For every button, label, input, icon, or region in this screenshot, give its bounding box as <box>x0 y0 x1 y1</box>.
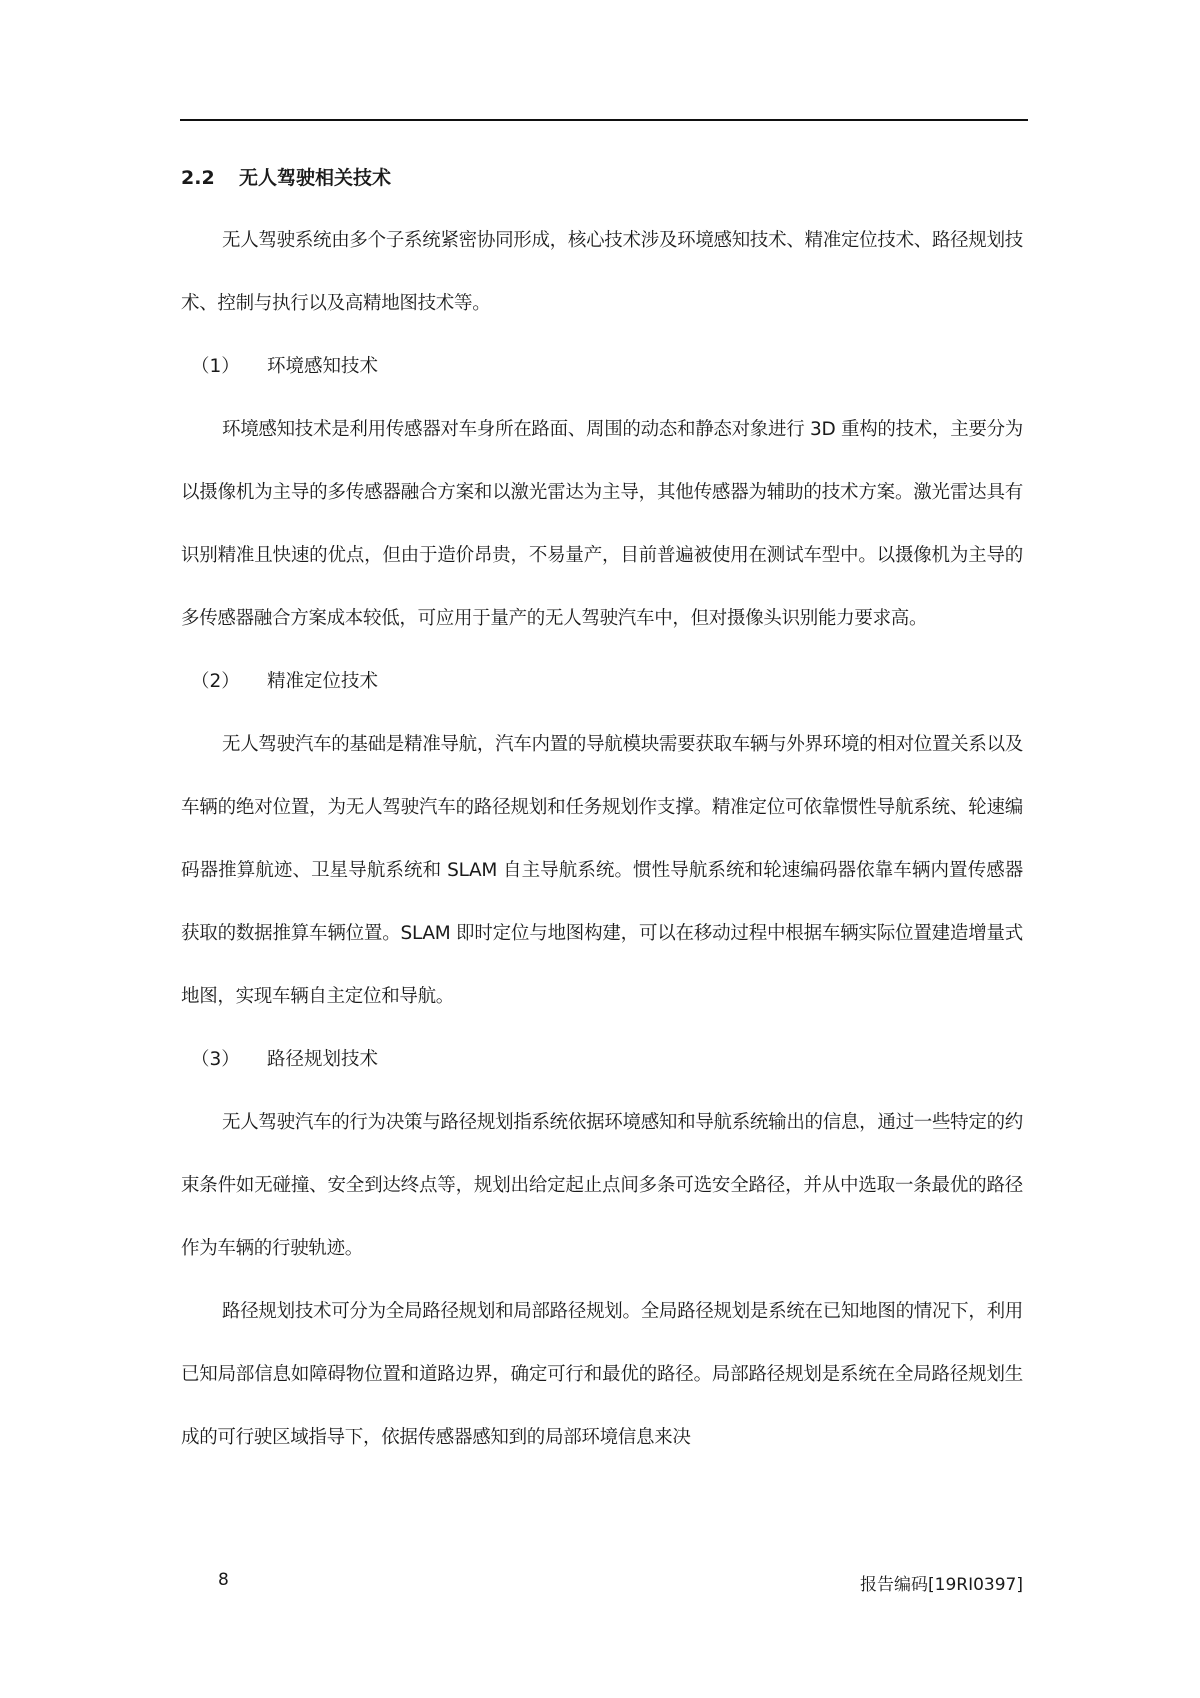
subsection-heading <box>181 650 1023 713</box>
document-body <box>181 150 1023 1469</box>
page-number: 8 <box>218 1570 229 1590</box>
section-title: 无人驾驶相关技术 <box>239 167 392 189</box>
report-code: 报告编码[19RI0397] <box>860 1575 1023 1595</box>
paragraph: 路径规划技术可分为全局路径规划和局部路径规划。全局路径规划是系统在已知地图的情况下，利用已知局部信息如障碍物位置和道路边界，确定可行和最优的路径。局部路径规划是系统在全局路径规划生成的可行驶区域指导下，依据传感器感知到的局部环境信息来决 <box>181 1301 1023 1448</box>
subsection-number: （2） <box>191 671 240 692</box>
paragraph: 环境感知技术是利用传感器对车身所在路面、周围的动态和静态对象进行 3D 重构的技术，主要分为以摄像机为主导的多传感器融合方案和以激光雷达为主导，其他传感器为辅助的技术方案。激光雷达具有识别精准且快速的优点，但由于造价昂贵，不易量产，目前普遍被使用在测试车型中。以摄像机为主导的多传感器融合方案成本较低，可应用于量产的无人驾驶汽车中，但对摄像头识别能力要求高。 <box>181 419 1023 629</box>
subsection-heading <box>181 335 1023 398</box>
paragraph: 无人驾驶汽车的基础是精准导航，汽车内置的导航模块需要获取车辆与外界环境的相对位置关系以及车辆的绝对位置，为无人驾驶汽车的路径规划和任务规划作支撑。精准定位可依靠惯性导航系统、轮速编码器推算航迹、卫星导航系统和 SLAM 自主导航系统。惯性导航系统和轮速编码器依靠车辆内置传感器获取的数据推算车辆位置。SLAM 即时定位与地图构建，可以在移动过程中根据车辆实际位置建造增量式地图，实现车辆自主定位和导航。 <box>181 734 1023 1007</box>
header-rule <box>180 119 1028 121</box>
subsection-title: 环境感知技术 <box>267 356 379 377</box>
intro-paragraph: 无人驾驶系统由多个子系统紧密协同形成，核心技术涉及环境感知技术、精准定位技术、路径规划技术、控制与执行以及高精地图技术等。 <box>181 230 1023 314</box>
subsection-heading <box>181 1028 1023 1091</box>
subsection-number: （1） <box>191 356 240 377</box>
subsection-title: 精准定位技术 <box>267 671 379 692</box>
section-number: 2.2 <box>181 167 215 189</box>
paragraph: 无人驾驶汽车的行为决策与路径规划指系统依据环境感知和导航系统输出的信息，通过一些特定的约束条件如无碰撞、安全到达终点等，规划出给定起止点间多条可选安全路径，并从中选取一条最优的路径作为车辆的行驶轨迹。 <box>181 1112 1023 1259</box>
page-footer <box>218 1570 1023 1598</box>
subsection-number: （3） <box>191 1049 240 1070</box>
subsection-title: 路径规划技术 <box>267 1049 379 1070</box>
section-heading <box>181 150 1023 206</box>
